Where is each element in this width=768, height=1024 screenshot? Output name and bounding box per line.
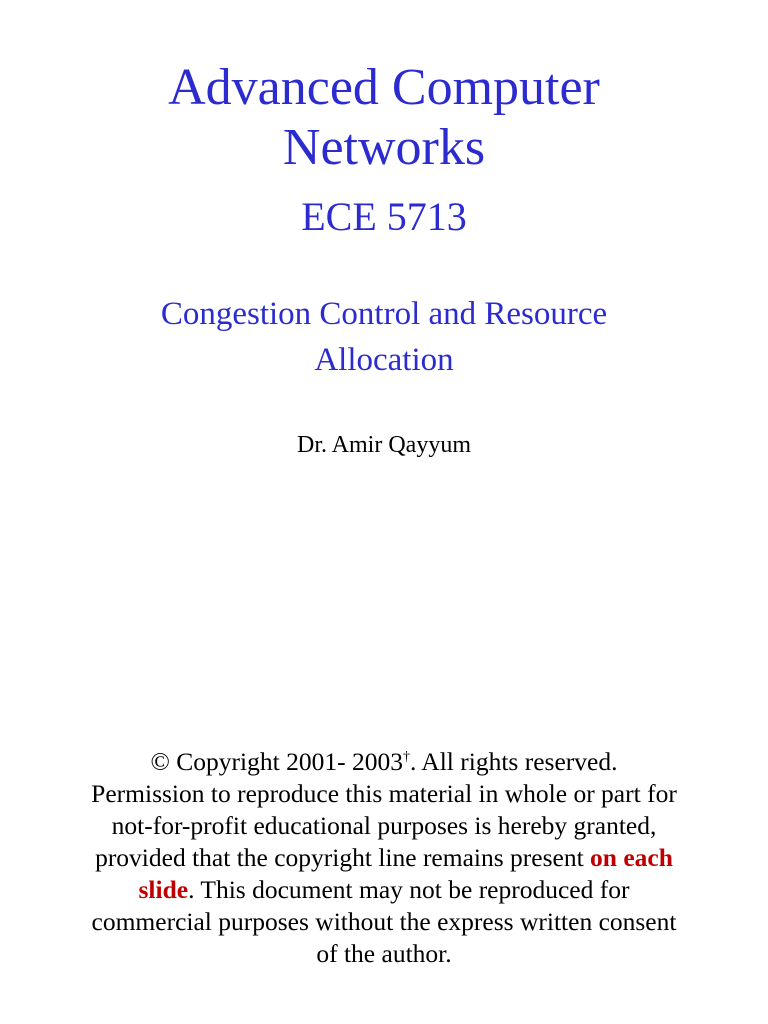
copyright-body-part-1: Permission to reproduce this material in whole or part for not-for-profit educational purposes is hereby granted, provided that the copyright line remains present (91, 779, 677, 872)
copyright-line-end: . All rights reserved. (409, 747, 618, 776)
copyright-body-part-2: . This document may not be reproduced for commercial purposes without the express written consent of the author. (91, 875, 677, 968)
title-line-1: Advanced Computer (168, 59, 600, 116)
author-name: Dr. Amir Qayyum (297, 432, 471, 458)
course-code: ECE 5713 (301, 194, 467, 239)
dagger-mark: † (402, 749, 410, 765)
slide-title (0, 58, 768, 178)
copyright-line-start: © Copyright 2001- 2003 (150, 747, 403, 776)
subtitle-line-2: Allocation (314, 342, 454, 378)
subtitle-line-1: Congestion Control and Resource (160, 296, 608, 332)
copyright-notice (80, 746, 688, 970)
slide-subtitle (0, 291, 768, 383)
copyright-emphasis: on each slide (138, 843, 673, 904)
title-line-2: Networks (282, 119, 486, 176)
